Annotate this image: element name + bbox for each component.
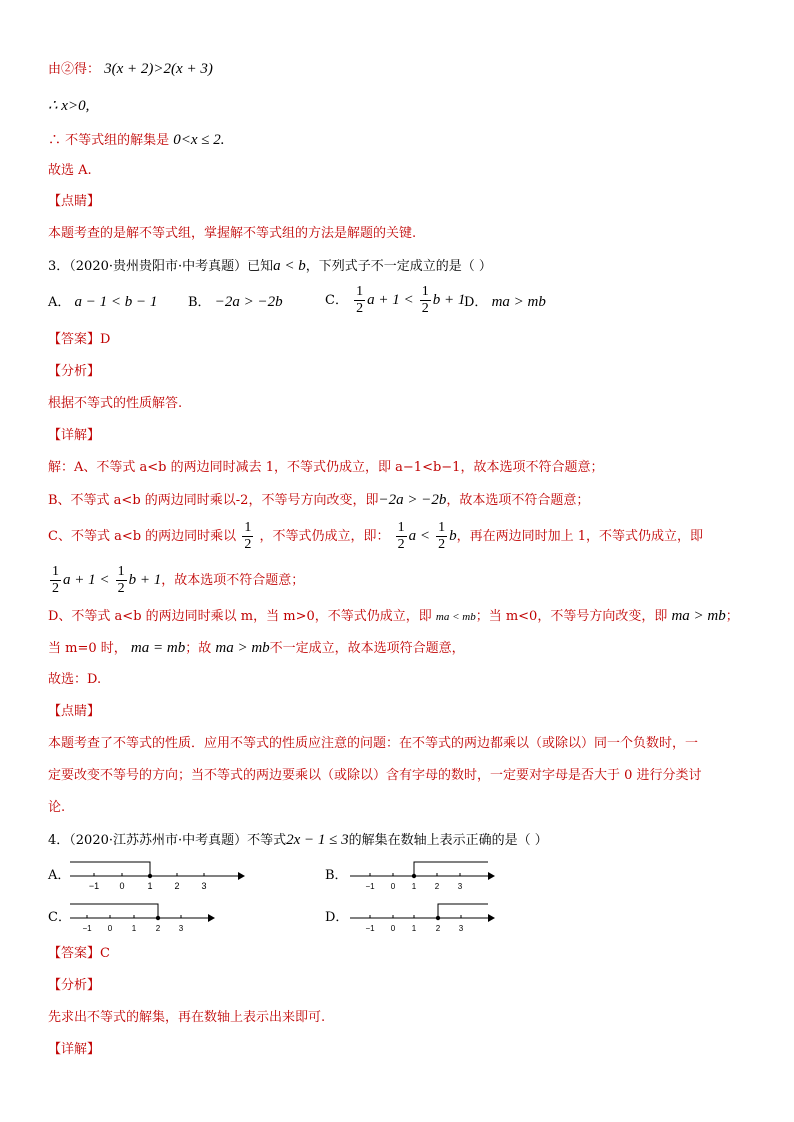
solution-math: 0<x ≤ 2.	[173, 132, 225, 148]
option-math: −2a > −2b	[214, 294, 283, 310]
q4-option-a-label: A．	[48, 868, 71, 883]
detail-text: ；当 m<0，不等号方向改变，即	[475, 609, 668, 624]
q4-stem	[48, 830, 548, 851]
q4-number-line-b	[350, 856, 496, 894]
option-math: a + 1 <	[367, 292, 414, 308]
tick-label: 3	[178, 924, 184, 933]
option-math: ma > mb	[491, 294, 546, 310]
q4-stem-suffix: 的解集在数轴上表示正确的是（ ）	[348, 833, 548, 848]
step-inequality: 3(x + 2)>2(x + 3)	[104, 61, 213, 77]
q3-detail-b	[48, 490, 589, 511]
tick-label: 2	[435, 924, 441, 933]
q4-stem-math: 2x − 1 ≤ 3	[286, 832, 349, 848]
numerator: 1	[244, 520, 252, 535]
denominator: 2	[438, 537, 446, 552]
detail-math: b + 1	[128, 572, 162, 588]
detail-text: ，不等式仍成立，即：	[259, 529, 390, 544]
tick-label: 1	[411, 882, 417, 891]
detail-text: ；故	[185, 641, 212, 656]
q4-detail-heading: 【详解】	[48, 1042, 101, 1057]
q3-analysis: 根据不等式的性质解答.	[48, 396, 183, 411]
solution-label: ∴ 不等式组的解集是	[48, 133, 170, 148]
denominator: 2	[397, 537, 405, 552]
detail-text: ，再在两边同时加上 1，不等式仍成立，即	[456, 529, 704, 544]
q3-remark-heading: 【点睛】	[48, 704, 101, 719]
tick-label: 1	[147, 881, 153, 891]
tick-label: 2	[155, 924, 161, 933]
denominator: 2	[52, 581, 59, 596]
tick-label: 1	[131, 924, 137, 933]
q3-remark-line3: 论.	[48, 800, 66, 815]
tick-label: 3	[201, 881, 207, 891]
denominator: 2	[117, 581, 125, 596]
detail-math: ma < mb	[435, 611, 476, 623]
q3-remark-line1: 本题考查了不等式的性质．应用不等式的性质应注意的问题：在不等式的两边都乘以（或除以）同一个负数时，一	[48, 736, 699, 751]
detail-math: ma = mb	[130, 640, 186, 656]
q4-number-line-d	[350, 898, 496, 936]
q3-remark-line2: 定要改变不等号的方向；当不等式的两边要乘以（或除以）含有字母的数时，一定要对字母是否大于 0 进行分类讨	[48, 768, 702, 783]
choose-a: 故选 A.	[48, 163, 92, 178]
tick-label: −1	[88, 881, 100, 891]
option-label: A．	[48, 295, 71, 310]
tick-label: 0	[119, 881, 125, 891]
option-math: b + 1	[432, 292, 466, 308]
denominator: 2	[421, 301, 429, 316]
detail-text: B、不等式 a<b 的两边同时乘以-2，不等号方向改变，即	[48, 493, 379, 508]
q3-stem-math: a < b	[273, 258, 306, 274]
fraction-half	[50, 564, 61, 597]
detail-text: 当 m=0 时，	[48, 641, 127, 656]
fraction-half	[354, 284, 365, 317]
step-label: 由②得：	[48, 62, 101, 77]
q3-option-a	[48, 292, 157, 313]
q4-number-line-a	[70, 856, 246, 894]
q3-answer: 【答案】D	[48, 332, 111, 347]
detail-text: ；	[725, 609, 739, 624]
q3-detail-heading: 【详解】	[48, 428, 101, 443]
q3-detail-a: 解：A、不等式 a<b 的两边同时减去 1，不等式仍成立，即 a−1<b−1，故本选项不符合题意；	[48, 460, 604, 475]
line-solution-set	[48, 130, 225, 151]
q3-option-d	[464, 292, 546, 313]
q3-option-c	[325, 284, 465, 317]
denominator: 2	[356, 301, 364, 316]
numerator: 1	[421, 284, 429, 299]
q4-option-d-label: D．	[325, 910, 349, 925]
detail-math: ma > mb	[215, 640, 270, 656]
tick-label: 3	[457, 882, 463, 891]
q3-stem-prefix: 3．（2020·贵州贵阳市·中考真题）已知	[48, 259, 274, 274]
q4-stem-prefix: 4．（2020·江苏苏州市·中考真题）不等式	[48, 833, 287, 848]
detail-math: b	[449, 528, 457, 544]
option-math: a − 1 < b − 1	[74, 294, 158, 310]
fraction-half	[242, 520, 253, 553]
q4-option-b-label: B．	[325, 868, 348, 883]
detail-math: ma > mb	[671, 608, 726, 624]
tick-label: 1	[411, 924, 417, 933]
tick-label: 2	[174, 881, 180, 891]
tick-label: −1	[82, 924, 92, 933]
detail-text: ，故本选项不符合题意；	[446, 493, 590, 508]
q3-choose-d: 故选：D.	[48, 672, 102, 687]
numerator: 1	[438, 520, 446, 535]
q3-detail-c	[48, 520, 703, 553]
q3-stem-suffix: ，下列式子不一定成立的是（ ）	[305, 259, 492, 274]
q4-analysis-heading: 【分析】	[48, 978, 101, 993]
tick-label: 0	[390, 924, 396, 933]
detail-text: ，故本选项不符合题意；	[161, 573, 305, 588]
remark-text: 本题考查的是解不等式组，掌握解不等式组的方法是解题的关键.	[48, 226, 417, 241]
line-step2	[48, 59, 213, 80]
q3-detail-c-cont	[48, 564, 304, 597]
q4-option-c-label: C．	[48, 910, 71, 925]
denominator: 2	[244, 537, 252, 552]
tick-label: −1	[365, 924, 375, 933]
detail-math: a + 1 <	[63, 572, 110, 588]
numerator: 1	[52, 564, 59, 579]
q3-detail-d-cont	[48, 638, 465, 659]
numerator: 1	[356, 284, 364, 299]
tick-label: 0	[107, 924, 113, 933]
q3-detail-d	[48, 606, 739, 627]
option-label: B．	[188, 295, 211, 310]
numerator: 1	[397, 520, 405, 535]
fraction-half	[116, 564, 127, 597]
q4-analysis: 先求出不等式的解集，再在数轴上表示出来即可.	[48, 1010, 326, 1025]
q3-option-b	[188, 292, 283, 313]
detail-text: D、不等式 a<b 的两边同时乘以 m，当 m>0，不等式仍成立，即	[48, 609, 432, 624]
tick-label: 0	[390, 882, 396, 891]
detail-text: 不一定成立，故本选项符合题意，	[269, 641, 465, 656]
line-x-positive	[48, 96, 89, 117]
fraction-half	[396, 520, 407, 553]
tick-label: 3	[458, 924, 464, 933]
detail-math: −2a > −2b	[378, 492, 447, 508]
q4-answer: 【答案】C	[48, 946, 110, 961]
q4-number-line-c	[70, 898, 216, 936]
option-label: C．	[325, 293, 348, 308]
q3-analysis-heading: 【分析】	[48, 364, 101, 379]
numerator: 1	[117, 564, 125, 579]
fraction-half	[420, 284, 431, 317]
q3-stem	[48, 256, 492, 277]
detail-math: a <	[408, 528, 430, 544]
tick-label: 2	[434, 882, 440, 891]
detail-text: C、不等式 a<b 的两边同时乘以	[48, 529, 237, 544]
remark-heading: 【点睛】	[48, 194, 101, 209]
option-label: D．	[464, 295, 488, 310]
fraction-half	[436, 520, 447, 553]
conclusion-x: ∴ x>0,	[48, 98, 90, 114]
tick-label: −1	[365, 882, 375, 891]
